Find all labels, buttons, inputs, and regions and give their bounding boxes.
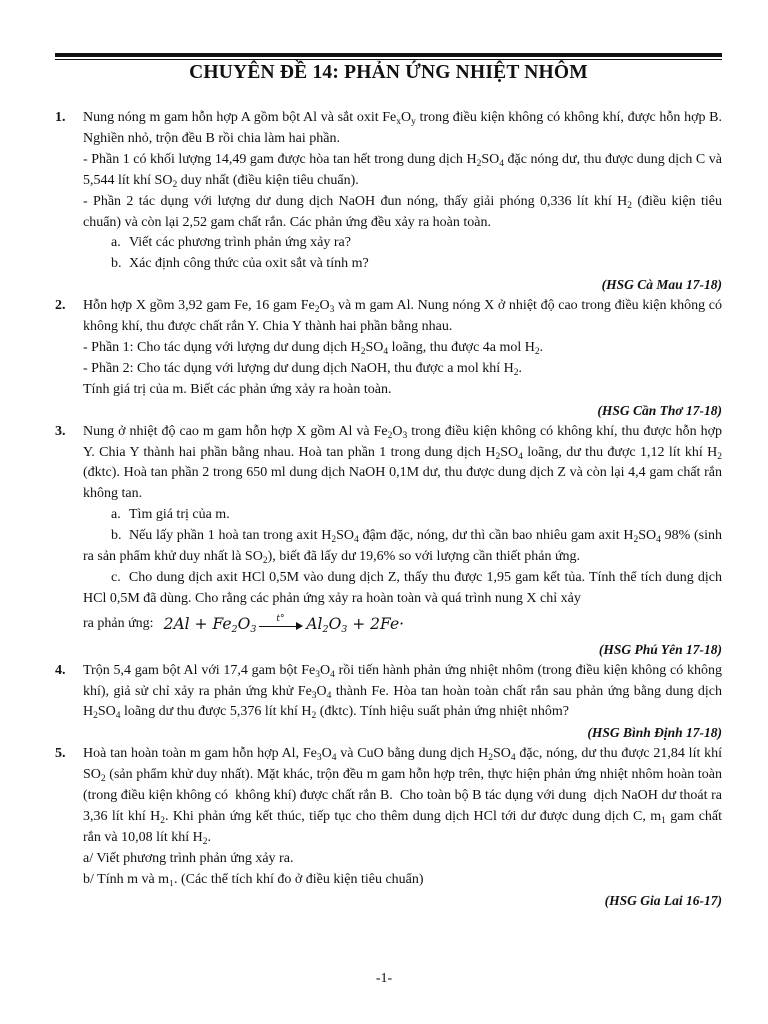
problem-number: 4.: [55, 662, 66, 678]
problem-source: (HSG Gia Lai 16-17): [604, 892, 722, 908]
sub-question-c: c. Cho dung dịch axit HCl 0,5M vào dung dịch Z, thấy thu được 1,95 gam kết tủa. Tính thể tích dung dịch HCl 0,5M đã dùng. Cho rằng các phản ứng xảy ra hoàn toàn và quá trình nung X chỉ xảy: [83, 569, 722, 606]
problem-text: - Phần 1 có khối lượng 14,49 gam được hòa tan hết trong dung dịch $H_2SO_4$ đặc nóng dư, thu được dung dịch C và 5,544 lít khí $SO_2$ duy nhất (điều kiện tiêu chuẩn).: [83, 151, 722, 190]
problem-text: Hỗn hợp X gồm 3,92 gam Fe, 16 gam $Fe_2O_3$ và m gam Al. Nung nóng X ở nhiệt độ cao trong điều kiện không có không khí, thu được chất rắn Y. Chia Y thành hai phần bằng nhau.: [83, 298, 722, 335]
problem-3: [55, 422, 722, 640]
problem-text: Tính giá trị của m. Biết các phản ứng xảy ra hoàn toàn.: [83, 381, 392, 397]
page-title: CHUYÊN ĐỀ 14: PHẢN ỨNG NHIỆT NHÔM: [189, 62, 588, 83]
problem-list: [55, 108, 722, 912]
formula-lead-text: ra phản ứng:: [83, 616, 154, 632]
sub-question-a: a. Viết các phương trình phản ứng xảy ra?: [111, 235, 351, 251]
sub-question-b: b. Xác định công thức của oxit sắt và tính m?: [111, 256, 369, 272]
header-rule-thin: [55, 59, 722, 60]
problem-text: - Phần 2: Cho tác dụng với lượng dư dung dịch NaOH, thu được a mol khí $H_2$.: [83, 360, 522, 378]
problem-2: [55, 296, 722, 401]
reaction-equation-line: [83, 610, 722, 640]
problem-text: Hoà tan hoàn toàn m gam hỗn hợp Al, $Fe_3O_4$ và CuO bằng dung dịch $H_2SO_4$ đặc, nóng, dư thu được 21,84 lít khí $SO_2$ (sản phẩm khử duy nhất). Mặt khác, trộn đều m gam hỗn hợp trên, thực hiện phản ứng nhiệt nhôm hoàn toàn (trong điều kiện không có không khí) được chất rắn B. Cho toàn bộ B tác dụng với dung dịch NaOH dư thoát ra 3,36 lít khí $H_2$. Khi phản ứng kết thúc, tiếp tục cho thêm dung dịch HCl tới dư được dung dịch C, $m_1$ gam chất rắn và 10,08 lít khí $H_2$.: [83, 746, 723, 847]
problem-source: (HSG Phú Yên 17-18): [598, 641, 722, 657]
problem-1: [55, 108, 722, 275]
problem-text: - Phần 1: Cho tác dụng với lượng dư dung dịch $H_2SO_4$ loãng, thu được 4a mol $H_2$.: [83, 339, 544, 357]
problem-source: (HSG Cà Mau 17-18): [601, 277, 722, 293]
problem-number: 2.: [55, 298, 66, 314]
problem-source: (HSG Cần Thơ 17-18): [597, 402, 722, 418]
problem-number: 3.: [55, 423, 66, 439]
header-rule-thick: [55, 53, 722, 57]
sub-question-b: b/ Tính m và m₁. (Các thể tích khí đo ở điều kiện tiêu chuẩn): [83, 871, 424, 887]
problem-source: (HSG Bình Định 17-18): [587, 725, 722, 741]
problem-text: - Phần 2 tác dụng với lượng dư dung dịch NaOH đun nóng, thấy giải phóng 0,336 lít khí $H_2$ (điều kiện tiêu chuẩn) và còn lại 2,52 gam chất rắn. Các phản ứng đều xảy ra hoàn toàn.: [83, 193, 722, 230]
problem-number: 5.: [55, 746, 66, 762]
problem-text: Nung ở nhiệt độ cao m gam hỗn hợp X gồm Al và $Fe_2O_3$ trong điều kiện không có không khí, thu được hỗn hợp Y. Chia Y thành hai phần bằng nhau. Hoà tan phần 1 trong dung dịch $H_2SO_4$ loãng, dư thu được 1,12 lít khí $H_2$ (đktc). Hoà tan phần 2 trong 650 ml dung dịch NaOH 0,1M dư, thu được dung dịch Z và còn lại 4,4 gam chất rắn không tan.: [83, 423, 722, 502]
sub-question-a: a. Tìm giá trị của m.: [111, 507, 230, 523]
page-number: -1-: [375, 971, 393, 986]
problem-4: [55, 661, 722, 724]
problem-text: Trộn 5,4 gam bột Al với 17,4 gam bột $Fe_3O_4$ rồi tiến hành phản ứng nhiệt nhôm (trong điều kiện không có không khí), giả sử chỉ xảy ra phản ứng khử $Fe_3O_4$ thành Fe. Hòa tan hoàn toàn chất rắn sau phản ứng bằng dung dịch $H_2SO_4$ loãng dư thu được 5,376 lít khí $H_2$ (đktc). Tính hiệu suất phản ứng nhiệt nhôm?: [83, 662, 723, 722]
reaction-equation: $2Al + Fe_2O_3$ t° $Al_2O_3 + 2Fe\cdot$: [163, 614, 405, 636]
problem-5: [55, 744, 722, 890]
problem-number: 1.: [55, 110, 66, 125]
sub-question-a: a/ Viết phương trình phản ứng xảy ra.: [83, 850, 294, 866]
reaction-arrow-icon: t°: [259, 618, 303, 632]
problem-text: Nung nóng m gam hỗn hợp A gồm bột Al và sắt oxit $Fe_xO_y$ trong điều kiện không có không khí, được hỗn hợp B. Nghiền nhỏ, trộn đều B rồi chia làm hai phần.: [83, 110, 723, 146]
sub-question-b: b. Nếu lấy phần 1 hoà tan trong axit $H_2SO_4$ đậm đặc, nóng, dư thì cần bao nhiêu gam axit $H_2SO_4$ 98% (sinh ra sản phẩm khử duy nhất là $SO_2$), biết đã lấy dư 19,6% so với lượng cần thiết phản ứng.: [83, 528, 722, 567]
